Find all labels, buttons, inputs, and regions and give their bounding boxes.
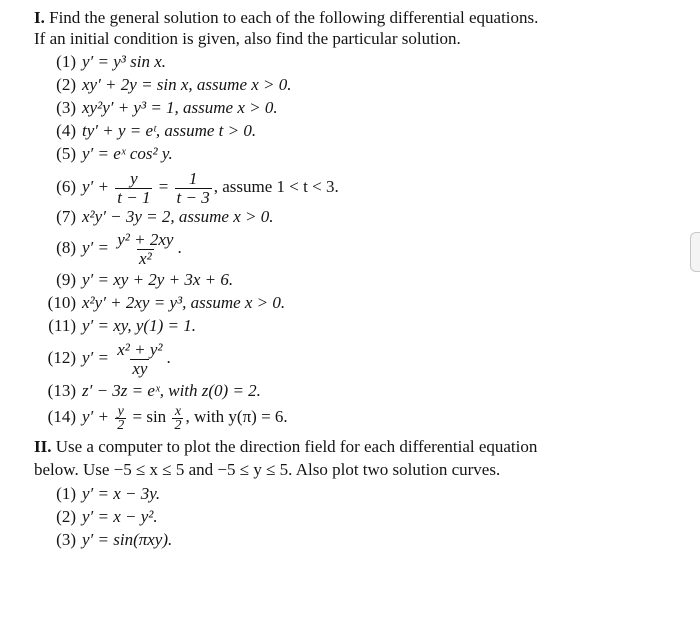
section2-problem-2: (2) y′ = x − y². — [56, 507, 158, 526]
problem-6: (6) y′ + $\frac{y}{t - 1}$ = $\frac{1}{t - 3}$ , assume 1 < t < 3. — [56, 168, 339, 207]
section2-line1: Use a computer to plot the direction field for each differential equation — [55, 437, 538, 456]
problem-14: (14) y′ + $\frac{y}{2}$ = sin $\frac{x}{2}$ , with y(π) = 6. — [47, 403, 288, 433]
fraction-y-over-2: $\frac{y}{2}$ — [117, 403, 125, 433]
section1-label: I. — [34, 8, 45, 27]
fraction-y-over-t-minus-1: $\frac{y}{t - 1}$ — [117, 168, 151, 207]
problem-10: (10) x²y′ + 2xy = y³, assume x > 0. — [47, 293, 286, 312]
problem-7: (7) x²y′ − 3y = 2, assume x > 0. — [56, 207, 274, 226]
problem-9: (9) y′ = xy + 2y + 3x + 6. — [56, 270, 234, 289]
section2-heading — [34, 437, 537, 457]
section2-problem-3: (3) y′ = sin(πxy). — [56, 530, 173, 549]
problem-13: (13) z′ − 3z = eˣ, with z(0) = 2. — [47, 381, 261, 400]
section2-label: II. — [34, 437, 52, 456]
section2-problem-1: (1) y′ = x − 3y. — [56, 484, 161, 503]
fraction-problem-12: $\frac{\text{x² + y²}}{xy}$ — [117, 339, 163, 378]
side-panel-tab[interactable] — [690, 232, 700, 272]
fraction-1-over-t-minus-3: $\frac{1}{t - 3}$ — [176, 168, 210, 207]
fraction-x-over-2: $\frac{x}{2}$ — [174, 403, 182, 433]
section1-line2: If an initial condition is given, also find the particular solution. — [34, 29, 461, 48]
problem-3: (3) xy²y′ + y³ = 1, assume x > 0. — [56, 98, 278, 117]
problem-5: (5) y′ = eˣ cos² y. — [56, 144, 173, 163]
problem-4: (4) ty′ + y = eᵗ, assume t > 0. — [56, 121, 257, 140]
section1-line1: Find the general solution to each of the following differential equations. — [49, 8, 539, 27]
section2-line2: below. Use −5 ≤ x ≤ 5 and −5 ≤ y ≤ 5. Also plot two solution curves. — [34, 460, 501, 479]
problem-2: (2) xy′ + 2y = sin x, assume x > 0. — [56, 75, 292, 94]
fraction-problem-8: $\frac{\text{y² + 2xy}}{\text{x²}}$ — [117, 229, 174, 268]
problem-12: (12) y′ = $\frac{\text{x² + y²}}{xy}$ . — [47, 339, 171, 378]
problem-1: (1) y′ = y³ sin x. — [56, 52, 167, 71]
section1-heading — [34, 8, 538, 28]
problem-11: (11) y′ = xy, y(1) = 1. — [48, 316, 196, 335]
problem-8: (8) y′ = $\frac{\text{y² + 2xy}}{\text{x²}}$ . — [56, 229, 182, 268]
